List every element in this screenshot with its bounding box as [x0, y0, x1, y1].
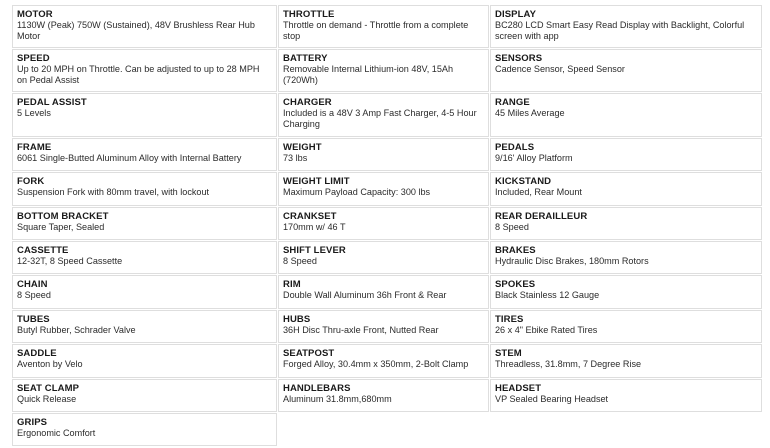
spec-cell-seat-clamp	[12, 379, 277, 412]
spec-value: 45 Miles Average	[495, 108, 565, 118]
spec-label: WEIGHT LIMIT	[283, 176, 350, 187]
spec-cell-spokes	[490, 275, 762, 309]
spec-value: Ergonomic Comfort	[17, 428, 96, 438]
spec-label: SHIFT LEVER	[283, 245, 346, 256]
spec-cell-stem	[490, 344, 762, 378]
spec-label: RIM	[283, 279, 301, 290]
spec-label: CRANKSET	[283, 211, 337, 222]
spec-value: Suspension Fork with 80mm travel, with lockout	[17, 187, 210, 197]
spec-value: Throttle on demand - Throttle from a complete stop	[283, 20, 469, 41]
spec-value: 12-32T, 8 Speed Cassette	[17, 256, 123, 266]
spec-label: CHAIN	[17, 279, 48, 290]
spec-cell-hubs	[278, 310, 489, 343]
spec-label: FORK	[17, 176, 45, 187]
spec-cell-display	[490, 5, 762, 48]
spec-value: 36H Disc Thru-axle Front, Nutted Rear	[283, 325, 439, 335]
spec-label: PEDALS	[495, 142, 535, 153]
spec-value: Black Stainless 12 Gauge	[495, 290, 600, 300]
spec-cell-pedals	[490, 138, 762, 171]
spec-label: BATTERY	[283, 53, 328, 64]
spec-cell-kickstand	[490, 172, 762, 206]
spec-value: Forged Alloy, 30.4mm x 350mm, 2-Bolt Clamp	[283, 359, 469, 369]
spec-value: 8 Speed	[495, 222, 529, 232]
spec-cell-seatpost	[278, 344, 489, 378]
spec-cell-sensors	[490, 49, 762, 92]
spec-label: SPOKES	[495, 279, 536, 290]
spec-label: BOTTOM BRACKET	[17, 211, 109, 222]
spec-label: SPEED	[17, 53, 50, 64]
spec-value: BC280 LCD Smart Easy Read Display with Backlight, Colorful screen with app	[495, 20, 745, 41]
spec-value: Quick Release	[17, 394, 77, 404]
spec-label: HEADSET	[495, 383, 542, 394]
spec-label: HUBS	[283, 314, 311, 325]
spec-label: GRIPS	[17, 417, 48, 428]
spec-value: 9/16' Alloy Platform	[495, 153, 573, 163]
spec-cell-rim	[278, 275, 489, 309]
spec-label: STEM	[495, 348, 522, 359]
spec-label: DISPLAY	[495, 9, 537, 20]
spec-value: Double Wall Aluminum 36h Front & Rear	[283, 290, 447, 300]
spec-label: CASSETTE	[17, 245, 69, 256]
spec-value: Maximum Payload Capacity: 300 lbs	[283, 187, 431, 197]
spec-cell-weight	[278, 138, 489, 171]
spec-label: MOTOR	[17, 9, 53, 20]
spec-label: REAR DERAILLEUR	[495, 211, 588, 222]
spec-cell-fork	[12, 172, 277, 206]
spec-label: THROTTLE	[283, 9, 335, 20]
spec-label: WEIGHT	[283, 142, 322, 153]
spec-value: Butyl Rubber, Schrader Valve	[17, 325, 136, 335]
spec-label: BRAKES	[495, 245, 536, 256]
spec-value: Threadless, 31.8mm, 7 Degree Rise	[495, 359, 642, 369]
spec-label: TUBES	[17, 314, 50, 325]
spec-value: Aventon by Velo	[17, 359, 83, 369]
spec-value: 5 Levels	[17, 108, 51, 118]
spec-cell-rear-derailleur	[490, 207, 762, 240]
spec-value: 1130W (Peak) 750W (Sustained), 48V Brushless Rear Hub Motor	[17, 20, 255, 41]
spec-cell-shift-lever	[278, 241, 489, 274]
spec-cell-chain	[12, 275, 277, 309]
spec-cell-speed	[12, 49, 277, 92]
spec-label: SEATPOST	[283, 348, 335, 359]
spec-value: Square Taper, Sealed	[17, 222, 105, 232]
spec-label: HANDLEBARS	[283, 383, 351, 394]
spec-label: SEAT CLAMP	[17, 383, 80, 394]
spec-value: Included is a 48V 3 Amp Fast Charger, 4-5 Hour Charging	[283, 108, 477, 129]
spec-cell-tubes	[12, 310, 277, 343]
spec-cell-tires	[490, 310, 762, 343]
spec-cell-throttle	[278, 5, 489, 48]
spec-value: Included, Rear Mount	[495, 187, 582, 197]
spec-cell-bottom-bracket	[12, 207, 277, 240]
spec-value: 170mm w/ 46 T	[283, 222, 346, 232]
spec-label: RANGE	[495, 97, 530, 108]
spec-cell-motor	[12, 5, 277, 48]
spec-cell-weight-limit	[278, 172, 489, 206]
spec-cell-charger	[278, 93, 489, 137]
spec-label: FRAME	[17, 142, 52, 153]
spec-value: 73 lbs	[283, 153, 308, 163]
spec-value: 26 x 4" Ebike Rated Tires	[495, 325, 598, 335]
spec-cell-pedal-assist	[12, 93, 277, 137]
spec-value: Hydraulic Disc Brakes, 180mm Rotors	[495, 256, 649, 266]
spec-value: Cadence Sensor, Speed Sensor	[495, 64, 625, 74]
spec-value: Aluminum 31.8mm,680mm	[283, 394, 392, 404]
spec-cell-saddle	[12, 344, 277, 378]
spec-cell-range	[490, 93, 762, 137]
spec-label: CHARGER	[283, 97, 332, 108]
spec-cell-handlebars	[278, 379, 489, 412]
spec-value: VP Sealed Bearing Headset	[495, 394, 609, 404]
spec-label: SADDLE	[17, 348, 57, 359]
spec-label: KICKSTAND	[495, 176, 552, 187]
spec-cell-brakes	[490, 241, 762, 274]
spec-cell-headset	[490, 379, 762, 412]
spec-value: 6061 Single-Butted Aluminum Alloy with Internal Battery	[17, 153, 242, 163]
spec-cell-grips	[12, 413, 277, 446]
spec-cell-cassette	[12, 241, 277, 274]
spec-cell-battery	[278, 49, 489, 92]
spec-label: PEDAL ASSIST	[17, 97, 87, 108]
spec-value: 8 Speed	[17, 290, 51, 300]
spec-cell-crankset	[278, 207, 489, 240]
spec-value: Removable Internal Lithium-ion 48V, 15Ah (720Wh)	[283, 64, 454, 85]
spec-value: 8 Speed	[283, 256, 317, 266]
spec-label: TIRES	[495, 314, 524, 325]
spec-cell-frame	[12, 138, 277, 171]
spec-label: SENSORS	[495, 53, 543, 64]
spec-value: Up to 20 MPH on Throttle. Can be adjusted to up to 28 MPH on Pedal Assist	[17, 64, 260, 85]
